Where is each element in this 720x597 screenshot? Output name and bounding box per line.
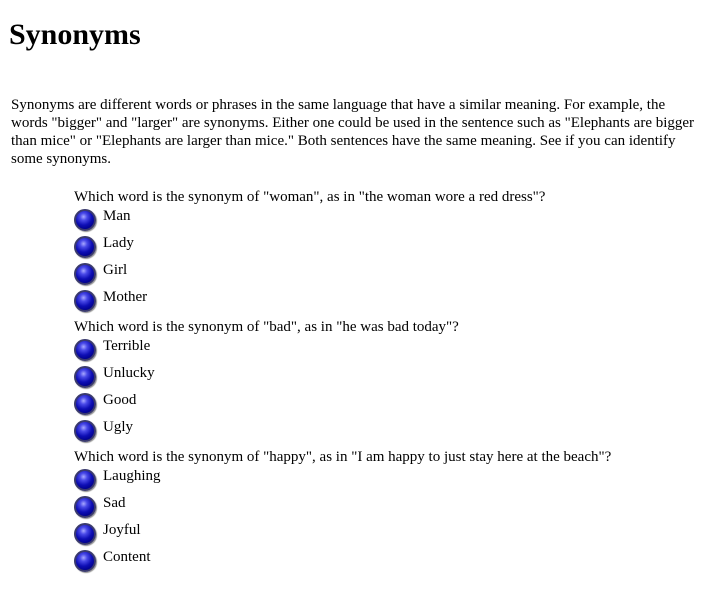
option-label: Sad xyxy=(103,495,126,511)
radio-button[interactable] xyxy=(74,420,96,442)
question-1 xyxy=(74,188,694,318)
options-list xyxy=(74,469,694,577)
option-joyful[interactable] xyxy=(74,523,694,550)
radio-button[interactable] xyxy=(74,263,96,285)
option-label: Content xyxy=(103,549,151,565)
option-label: Lady xyxy=(103,235,134,251)
page-title: Synonyms xyxy=(9,18,141,51)
option-label: Laughing xyxy=(103,468,161,484)
option-lady[interactable] xyxy=(74,236,694,263)
option-label: Mother xyxy=(103,289,148,305)
radio-button[interactable] xyxy=(74,209,96,231)
question-text: Which word is the synonym of "bad", as in "he was bad today"? xyxy=(74,319,459,335)
radio-button[interactable] xyxy=(74,339,96,361)
option-man[interactable] xyxy=(74,209,694,236)
option-label: Joyful xyxy=(103,522,141,538)
option-label: Unlucky xyxy=(103,365,155,381)
option-laughing[interactable] xyxy=(74,469,694,496)
radio-button[interactable] xyxy=(74,393,96,415)
option-good[interactable] xyxy=(74,393,694,420)
options-list xyxy=(74,339,694,447)
question-text: Which word is the synonym of "happy", as in "I am happy to just stay here at the beach"? xyxy=(74,449,612,465)
option-mother[interactable] xyxy=(74,290,694,317)
option-label: Terrible xyxy=(103,338,151,354)
radio-button[interactable] xyxy=(74,366,96,388)
radio-button[interactable] xyxy=(74,469,96,491)
radio-button[interactable] xyxy=(74,550,96,572)
question-3 xyxy=(74,448,694,578)
radio-button[interactable] xyxy=(74,236,96,258)
option-label: Ugly xyxy=(103,419,133,435)
option-label: Girl xyxy=(103,262,128,278)
radio-button[interactable] xyxy=(74,290,96,312)
option-label: Good xyxy=(103,392,137,408)
option-girl[interactable] xyxy=(74,263,694,290)
option-unlucky[interactable] xyxy=(74,366,694,393)
options-list xyxy=(74,209,694,317)
option-sad[interactable] xyxy=(74,496,694,523)
question-text: Which word is the synonym of "woman", as in "the woman wore a red dress"? xyxy=(74,189,546,205)
option-content[interactable] xyxy=(74,550,694,577)
intro-paragraph: Synonyms are different words or phrases in the same language that have a similar meaning. For example, the words "bigger" and "larger" are synonyms. Either one could be used in the sentence such as "Elephants are bigger than mice" or "Elephants are larger than mice." Both sentences have the same meaning. See if you can identify some synonyms. xyxy=(11,97,695,167)
quiz xyxy=(74,188,694,578)
option-terrible[interactable] xyxy=(74,339,694,366)
question-2 xyxy=(74,318,694,448)
option-ugly[interactable] xyxy=(74,420,694,447)
radio-button[interactable] xyxy=(74,523,96,545)
option-label: Man xyxy=(103,208,131,224)
radio-button[interactable] xyxy=(74,496,96,518)
